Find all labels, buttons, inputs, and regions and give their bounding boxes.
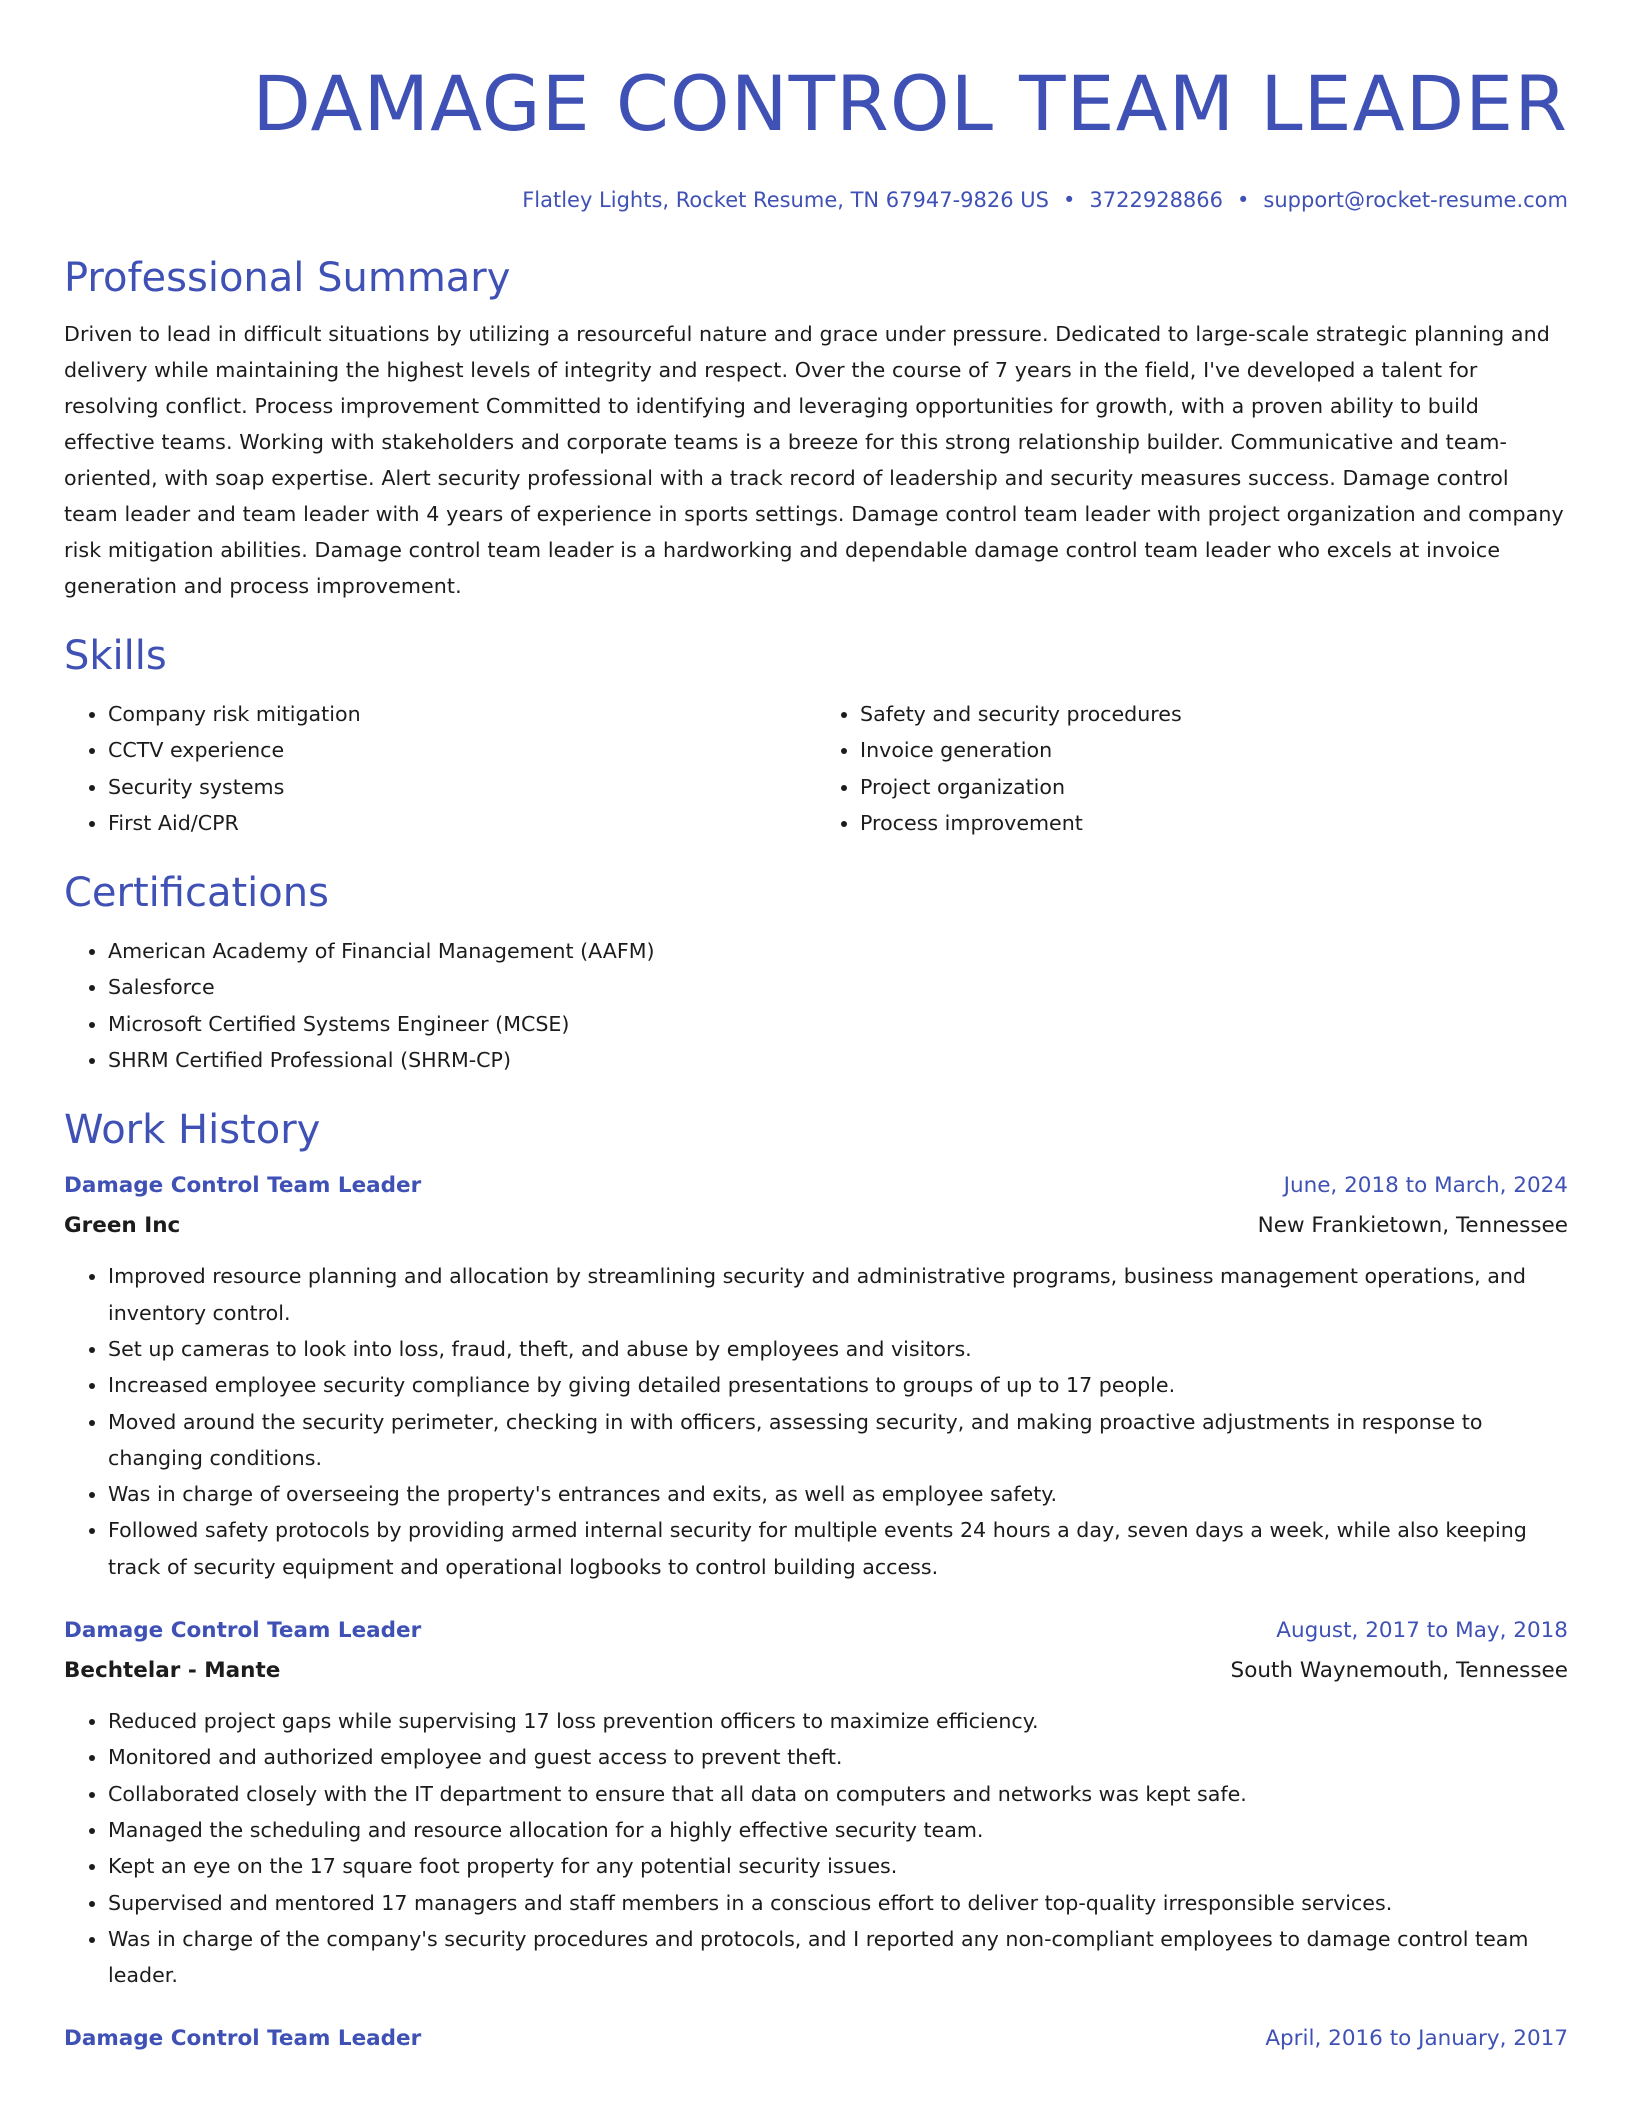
- resume-name: DAMAGE CONTROL TEAM LEADER: [252, 59, 1568, 148]
- contact-address: Flatley Lights, Rocket Resume, TN 67947-9826 US: [522, 188, 1050, 212]
- job-employer: [64, 1651, 1568, 1691]
- skill-item: • First Aid/CPR: [108, 805, 816, 841]
- skills-column-right: [816, 696, 1568, 841]
- job-bullet: • Increased employee security compliance by giving detailed presentations to groups of up to 17 people.: [108, 1367, 1568, 1403]
- job-bullet: • Collaborated closely with the IT department to ensure that all data on computers and networks was kept safe.: [108, 1776, 1568, 1812]
- job-dates: August, 2017 to May, 2018: [1276, 1618, 1568, 1644]
- job-bullet: • Was in charge of overseeing the property's entrances and exits, as well as employee safety.: [108, 1476, 1568, 1512]
- certifications-list: [64, 933, 1568, 1078]
- certification-item: • SHRM Certified Professional (SHRM-CP): [108, 1042, 1568, 1078]
- work-history-heading: Work History: [64, 1107, 321, 1154]
- job-header: [64, 1166, 1568, 1206]
- summary-text: Driven to lead in difficult situations by utilizing a resourceful nature and grace under pressure. Dedicated to large-scale strategic planning and delivery while maintaining the highest levels of integrity and respect. Over the course of 7 years in the field, I've developed a talent for resolving conflict. Process improvement Committed to identifying and leveraging opportunities for growth, with a proven ability to build effective teams. Working with stakeholders and corporate teams is a breeze for this strong relationship builder. Communicative and team-oriented, with soap expertise. Alert security professional with a track record of leadership and security measures success. Damage control team leader and team leader with 4 years of experience in sports settings. Damage control team leader with project organization and company risk mitigation abilities. Damage control team leader is a hardworking and dependable damage control team leader who excels at invoice generation and process improvement.: [64, 322, 1564, 598]
- job-entry: [64, 1611, 1568, 1993]
- job-bullet: • Supervised and mentored 17 managers and staff members in a conscious effort to deliver top-quality irresponsible services.: [108, 1885, 1568, 1921]
- contact-phone: 3722928866: [1089, 188, 1224, 212]
- skill-item: • Project organization: [860, 769, 1568, 805]
- job-bullets: [64, 1258, 1568, 1585]
- job-dates: June, 2018 to March, 2024: [1283, 1173, 1568, 1199]
- job-header: [64, 1611, 1568, 1651]
- contact-separator: •: [1237, 188, 1250, 212]
- contact-line: [64, 186, 1568, 214]
- summary-heading: Professional Summary: [64, 255, 511, 301]
- job-bullet: • Set up cameras to look into loss, fraud, theft, and abuse by employees and visitors.: [108, 1331, 1568, 1367]
- job-employer: [64, 1206, 1568, 1246]
- skills-list: [64, 696, 1568, 841]
- skill-item: • Invoice generation: [860, 732, 1568, 768]
- skills-heading: Skills: [64, 633, 167, 679]
- job-company: Green Inc: [64, 1213, 181, 1239]
- job-title: Damage Control Team Leader: [64, 2026, 422, 2052]
- skill-item: • Company risk mitigation: [108, 696, 816, 732]
- skills-column-left: [64, 696, 816, 841]
- job-title: Damage Control Team Leader: [64, 1173, 422, 1199]
- job-bullet: • Reduced project gaps while supervising 17 loss prevention officers to maximize efficiency.: [108, 1703, 1568, 1739]
- skill-item: • CCTV experience: [108, 732, 816, 768]
- contact-email[interactable]: support@rocket-resume.com: [1263, 188, 1568, 212]
- job-bullet: • Kept an eye on the 17 square foot property for any potential security issues.: [108, 1848, 1568, 1884]
- job-company: Bechtelar - Mante: [64, 1658, 281, 1684]
- certification-item: • Microsoft Certified Systems Engineer (MCSE): [108, 1006, 1568, 1042]
- certification-item: • American Academy of Financial Management (AAFM): [108, 933, 1568, 969]
- job-dates: April, 2016 to January, 2017: [1265, 2026, 1568, 2052]
- job-bullet: • Improved resource planning and allocation by streamlining security and administrative programs, business management operations, and inventory control.: [108, 1258, 1568, 1331]
- skill-item: • Security systems: [108, 769, 816, 805]
- certifications-heading: Certifications: [64, 870, 329, 917]
- job-title: Damage Control Team Leader: [64, 1618, 422, 1644]
- job-bullet: • Moved around the security perimeter, checking in with officers, assessing security, and making proactive adjustments in response to changing conditions.: [108, 1404, 1568, 1477]
- certification-item: • Salesforce: [108, 969, 1568, 1005]
- job-bullet: • Monitored and authorized employee and guest access to prevent theft.: [108, 1739, 1568, 1775]
- job-bullets: [64, 1703, 1568, 1993]
- job-bullet: • Followed safety protocols by providing armed internal security for multiple events 24 hours a day, seven days a week, while also keeping track of security equipment and operational logbooks to control building access.: [108, 1512, 1568, 1585]
- job-location: South Waynemouth, Tennessee: [1230, 1658, 1568, 1684]
- skill-item: • Safety and security procedures: [860, 696, 1568, 732]
- job-entry: [64, 2019, 1568, 2059]
- job-bullet: • Was in charge of the company's security procedures and protocols, and I reported any non-compliant employees to damage control team leader.: [108, 1921, 1568, 1994]
- job-header: [64, 2019, 1568, 2059]
- job-entry: [64, 1166, 1568, 1585]
- job-location: New Frankietown, Tennessee: [1257, 1213, 1568, 1239]
- skill-item: • Process improvement: [860, 805, 1568, 841]
- job-bullet: • Managed the scheduling and resource allocation for a highly effective security team.: [108, 1812, 1568, 1848]
- contact-separator: •: [1063, 188, 1076, 212]
